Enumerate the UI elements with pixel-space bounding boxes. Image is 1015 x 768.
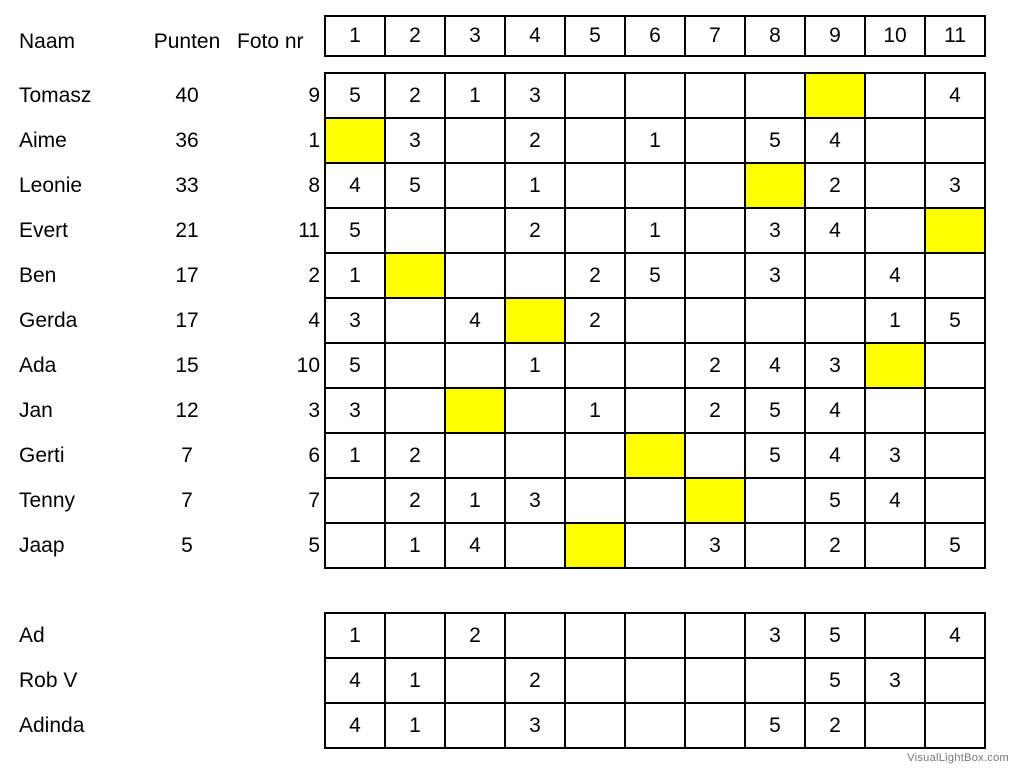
score-cell: [626, 74, 686, 119]
score-cell: [566, 119, 626, 164]
score-cell: 1: [626, 209, 686, 254]
score-cell: 5: [806, 659, 866, 704]
score-cell: [686, 659, 746, 704]
participant-points: 15: [175, 354, 199, 377]
score-cell: 1: [626, 119, 686, 164]
participant-points: 5: [181, 534, 193, 557]
score-cell: 3: [746, 614, 806, 659]
score-cell: [686, 614, 746, 659]
score-cell: 4: [326, 164, 386, 209]
score-cell: [746, 524, 806, 569]
score-cell: [626, 704, 686, 749]
photo-number-header-cell: 4: [506, 17, 566, 57]
extra-participant-name: Rob V: [19, 669, 78, 692]
score-cell: 5: [806, 614, 866, 659]
participant-name: Jan: [19, 399, 53, 422]
score-cell: [926, 479, 986, 524]
score-cell: 5: [626, 254, 686, 299]
score-cell: 5: [746, 704, 806, 749]
score-cell: [446, 254, 506, 299]
score-cell: 3: [506, 704, 566, 749]
own-photo-cell: [446, 389, 506, 434]
photo-number-header-cell: 1: [326, 17, 386, 57]
participant-name: Tomasz: [19, 84, 92, 107]
photo-number-header-cell: 6: [626, 17, 686, 57]
photo-number-header-cell: 11: [926, 17, 986, 57]
score-cell: 2: [806, 704, 866, 749]
score-cell: 2: [686, 389, 746, 434]
score-cell: 3: [386, 119, 446, 164]
score-cell: 3: [866, 659, 926, 704]
score-cell: [386, 614, 446, 659]
photo-number-header-cell: 8: [746, 17, 806, 57]
score-cell: [866, 524, 926, 569]
score-cell: [866, 74, 926, 119]
score-cell: [566, 344, 626, 389]
score-cell: [566, 434, 626, 479]
score-cell: 3: [746, 209, 806, 254]
score-cell: [866, 389, 926, 434]
score-cell: [746, 479, 806, 524]
score-cell: 4: [746, 344, 806, 389]
score-cell: [866, 209, 926, 254]
participant-name: Gerti: [19, 444, 65, 467]
score-cell: 5: [746, 389, 806, 434]
participant-photo-number: 9: [308, 84, 320, 107]
participant-points: 33: [175, 174, 199, 197]
score-cell: 4: [806, 209, 866, 254]
score-cell: [926, 659, 986, 704]
score-cell: [386, 344, 446, 389]
score-cell: [446, 344, 506, 389]
participant-name: Tenny: [19, 489, 76, 512]
score-cell: 5: [926, 524, 986, 569]
score-cell: [506, 254, 566, 299]
photo-number-header-cell: 2: [386, 17, 446, 57]
score-cell: [626, 344, 686, 389]
participant-name: Evert: [19, 219, 69, 242]
score-cell: 4: [326, 659, 386, 704]
own-photo-cell: [866, 344, 926, 389]
participant-points: 17: [175, 264, 199, 287]
participant-photo-number: 6: [308, 444, 320, 467]
participant-name: Gerda: [19, 309, 78, 332]
score-cell: 4: [326, 704, 386, 749]
participant-photo-number: 4: [308, 309, 320, 332]
photo-number-header-cell: 7: [686, 17, 746, 57]
score-cell: 3: [326, 389, 386, 434]
score-cell: 4: [866, 479, 926, 524]
score-cell: 1: [566, 389, 626, 434]
photo-number-header-cell: 5: [566, 17, 626, 57]
participant-points: 12: [175, 399, 199, 422]
score-cell: [686, 164, 746, 209]
own-photo-cell: [506, 299, 566, 344]
score-cell: [866, 164, 926, 209]
score-cell: [446, 209, 506, 254]
own-photo-cell: [326, 119, 386, 164]
participant-name: Leonie: [19, 174, 83, 197]
score-cell: [506, 524, 566, 569]
score-cell: [686, 119, 746, 164]
score-cell: 1: [506, 164, 566, 209]
score-cell: [746, 74, 806, 119]
score-cell: 1: [326, 254, 386, 299]
own-photo-cell: [386, 254, 446, 299]
score-cell: 2: [506, 209, 566, 254]
participant-points: 7: [181, 444, 193, 467]
score-cell: [506, 434, 566, 479]
score-cell: [926, 119, 986, 164]
participant-photo-number: 1: [308, 129, 320, 152]
watermark-text: VisualLightBox.com: [907, 752, 1009, 764]
score-cell: 2: [386, 479, 446, 524]
score-cell: [446, 119, 506, 164]
participant-photo-number: 7: [308, 489, 320, 512]
score-cell: 5: [746, 434, 806, 479]
score-cell: [866, 119, 926, 164]
score-cell: [746, 659, 806, 704]
participant-points: 17: [175, 309, 199, 332]
score-cell: 3: [326, 299, 386, 344]
score-cell: 4: [926, 614, 986, 659]
score-cell: 3: [746, 254, 806, 299]
score-cell: [626, 479, 686, 524]
score-cell: 4: [926, 74, 986, 119]
score-cell: 5: [326, 344, 386, 389]
score-cell: [506, 389, 566, 434]
score-cell: 2: [566, 299, 626, 344]
score-cell: [926, 704, 986, 749]
score-cell: [566, 479, 626, 524]
participant-photo-number: 5: [308, 534, 320, 557]
score-cell: 1: [386, 659, 446, 704]
score-cell: 2: [806, 164, 866, 209]
score-cell: [446, 704, 506, 749]
score-cell: [566, 704, 626, 749]
score-cell: [926, 254, 986, 299]
score-cell: 5: [806, 479, 866, 524]
score-cell: 1: [506, 344, 566, 389]
score-cell: 2: [386, 74, 446, 119]
score-cell: [806, 299, 866, 344]
points-column-header: Punten: [153, 30, 221, 53]
score-cell: [866, 704, 926, 749]
score-cell: 3: [506, 479, 566, 524]
participant-points: 40: [175, 84, 199, 107]
score-cell: 3: [866, 434, 926, 479]
score-cell: 4: [446, 524, 506, 569]
photo-number-header-row: [324, 15, 986, 57]
participant-photo-number: 8: [308, 174, 320, 197]
score-cell: 1: [386, 524, 446, 569]
score-cell: 4: [446, 299, 506, 344]
score-cell: [806, 254, 866, 299]
score-cell: [386, 389, 446, 434]
participant-photo-number: 3: [308, 399, 320, 422]
score-cell: [386, 299, 446, 344]
score-cell: 1: [326, 434, 386, 479]
own-photo-cell: [626, 434, 686, 479]
score-cell: 1: [866, 299, 926, 344]
score-cell: 4: [806, 389, 866, 434]
score-cell: [686, 434, 746, 479]
score-cell: [626, 659, 686, 704]
score-cell: 2: [566, 254, 626, 299]
score-grid: [324, 72, 986, 569]
score-cell: [926, 389, 986, 434]
extra-participant-name: Adinda: [19, 714, 85, 737]
score-cell: [566, 209, 626, 254]
score-cell: [626, 299, 686, 344]
score-cell: 2: [686, 344, 746, 389]
own-photo-cell: [746, 164, 806, 209]
score-cell: [566, 74, 626, 119]
own-photo-cell: [686, 479, 746, 524]
own-photo-cell: [806, 74, 866, 119]
extra-score-grid: [324, 612, 986, 749]
score-cell: [386, 209, 446, 254]
score-cell: 5: [326, 209, 386, 254]
own-photo-cell: [566, 524, 626, 569]
score-cell: [926, 344, 986, 389]
score-cell: 2: [506, 659, 566, 704]
score-cell: [446, 434, 506, 479]
participant-name: Jaap: [19, 534, 65, 557]
score-cell: [686, 704, 746, 749]
score-cell: 3: [506, 74, 566, 119]
participant-points: 21: [175, 219, 199, 242]
score-cell: [326, 479, 386, 524]
score-cell: [926, 434, 986, 479]
score-cell: 4: [806, 119, 866, 164]
score-cell: [626, 524, 686, 569]
score-cell: 4: [866, 254, 926, 299]
participant-name: Ben: [19, 264, 57, 287]
participant-points: 7: [181, 489, 193, 512]
extra-participant-name: Ad: [19, 624, 45, 647]
score-cell: 2: [506, 119, 566, 164]
participant-name: Aime: [19, 129, 67, 152]
participant-photo-number: 2: [308, 264, 320, 287]
score-cell: 5: [326, 74, 386, 119]
score-cell: [446, 659, 506, 704]
score-cell: [326, 524, 386, 569]
photo-number-header-cell: 9: [806, 17, 866, 57]
score-cell: [566, 614, 626, 659]
score-cell: [566, 659, 626, 704]
score-cell: [686, 74, 746, 119]
score-cell: [566, 164, 626, 209]
participant-photo-number: 11: [298, 219, 320, 242]
participant-points: 36: [175, 129, 199, 152]
score-cell: 5: [386, 164, 446, 209]
name-column-header: Naam: [19, 30, 76, 53]
score-cell: 1: [326, 614, 386, 659]
photo-column-header: Foto nr: [237, 30, 304, 53]
participant-name: Ada: [19, 354, 57, 377]
score-cell: [446, 164, 506, 209]
score-cell: 2: [386, 434, 446, 479]
score-cell: 4: [806, 434, 866, 479]
score-cell: [626, 164, 686, 209]
score-cell: 1: [446, 479, 506, 524]
score-cell: 5: [926, 299, 986, 344]
score-cell: [506, 614, 566, 659]
score-cell: 3: [686, 524, 746, 569]
score-cell: [866, 614, 926, 659]
score-cell: 1: [386, 704, 446, 749]
own-photo-cell: [926, 209, 986, 254]
score-cell: [686, 299, 746, 344]
score-cell: 2: [446, 614, 506, 659]
score-cell: [626, 614, 686, 659]
score-cell: [686, 254, 746, 299]
participant-photo-number: 10: [296, 354, 320, 377]
score-cell: 2: [806, 524, 866, 569]
score-cell: 1: [446, 74, 506, 119]
score-cell: [746, 299, 806, 344]
score-cell: 3: [926, 164, 986, 209]
score-cell: [686, 209, 746, 254]
photo-number-header-cell: 10: [866, 17, 926, 57]
score-cell: 5: [746, 119, 806, 164]
photo-number-header-cell: 3: [446, 17, 506, 57]
score-cell: [626, 389, 686, 434]
score-cell: 3: [806, 344, 866, 389]
